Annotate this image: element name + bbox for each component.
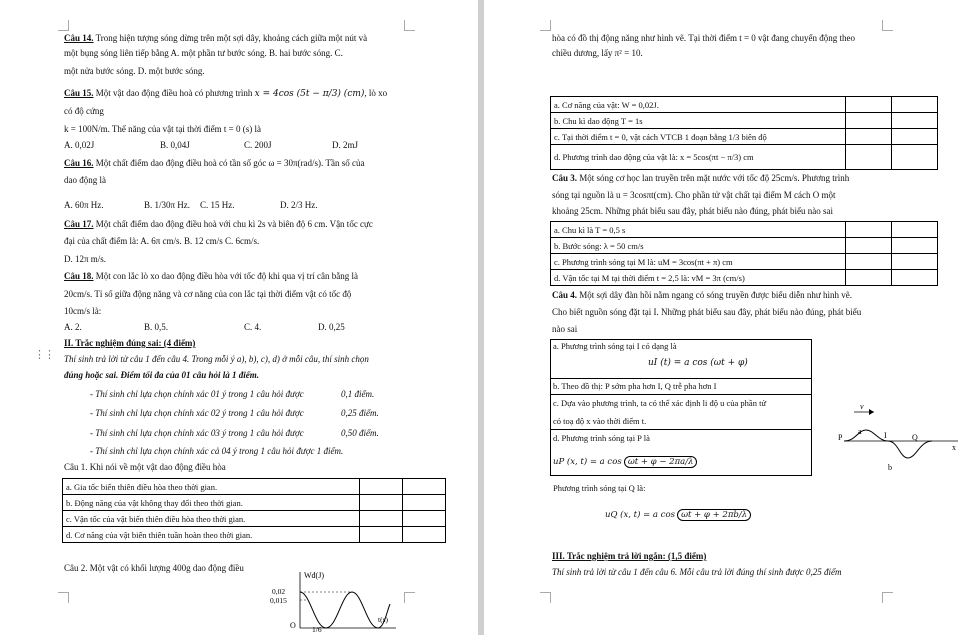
c3-question: Câu 3. Một sóng cơ học lan truyền trên mặt nước với tốc độ 25cm/s. Phương trình xyxy=(552,173,850,183)
c2-continuation: hòa có đồ thị động năng như hình vẽ. Tại thời điểm t = 0 vật đang chuyển động theo xyxy=(552,33,855,43)
table-row xyxy=(551,254,938,270)
c2-item-b: b. Chu kì dao động T = 1s xyxy=(551,113,846,129)
kinetic-energy-graph xyxy=(270,566,400,634)
table-row xyxy=(551,145,938,170)
c1-item-d: d. Cơ năng của vật biến thiên tuần hoàn theo thời gian. xyxy=(63,527,360,543)
drag-handle-icon[interactable]: ⋮⋮ xyxy=(34,349,54,361)
graph-x-tick: 1/6 xyxy=(312,625,322,634)
question-18: Câu 18. Một con lắc lò xo dao động điều hòa với tốc độ khi qua vị trí cân bằng là xyxy=(64,271,358,281)
table-row xyxy=(63,495,446,511)
crop-mark xyxy=(882,592,893,603)
true-cell[interactable] xyxy=(360,495,403,511)
table-row xyxy=(551,270,938,286)
score-rule-3: - Thí sinh chỉ lựa chọn chính xác 03 ý trong 1 câu hỏi được xyxy=(90,428,304,438)
c4-item-c: c. Dựa vào phương trình, ta có thể xác định li độ u của phần tử xyxy=(553,398,767,408)
q18-option-b: B. 0,5. xyxy=(144,322,169,332)
question-16-line2: dao động là xyxy=(64,175,106,185)
c2-continuation-2: chiều dương, lấy π² = 10. xyxy=(552,48,643,58)
q18-option-d: D. 0,25 xyxy=(318,322,345,332)
true-cell[interactable] xyxy=(846,129,892,145)
wave-Q-label: Q xyxy=(912,433,918,442)
false-cell[interactable] xyxy=(892,222,938,238)
crop-mark xyxy=(58,20,69,31)
crop-mark xyxy=(58,592,69,603)
crop-mark xyxy=(404,20,415,31)
document-page-right xyxy=(484,0,960,635)
false-cell[interactable] xyxy=(403,495,446,511)
score-rule-3-points: 0,50 điểm. xyxy=(341,428,379,438)
question-17-line3: D. 12π m/s. xyxy=(64,254,107,264)
q16-option-a: A. 60π Hz. xyxy=(64,200,104,210)
true-cell[interactable] xyxy=(360,527,403,543)
question-15-line3: k = 100N/m. Thế năng của vật tại thời điểm t = 0 (s) là xyxy=(64,124,261,134)
c1-item-c: c. Vận tốc của vật biến thiên điều hòa theo thời gian. xyxy=(63,511,360,527)
question-14-line2: một bụng sóng liên tiếp bằng A. một phần tư bước sóng. B. hai bước sóng. C. xyxy=(64,48,343,58)
c3-item-a: a. Chu kì là T = 0,5 s xyxy=(551,222,846,238)
c3-question-2: sóng tại nguồn là u = 3cosπt(cm). Cho phần tử vật chất tại điểm M cách O một xyxy=(552,190,836,200)
true-cell[interactable] xyxy=(846,270,892,286)
false-cell[interactable] xyxy=(403,511,446,527)
wave-I-label: I xyxy=(884,431,887,440)
c2-item-a: a. Cơ năng của vật: W = 0,02J. xyxy=(551,97,846,113)
q15-option-a: A. 0,02J xyxy=(64,140,95,150)
section-2-instructions: Thí sinh trả lời từ câu 1 đến câu 4. Trong mỗi ý a), b), c), d) ở mỗi câu, thí sinh chọn xyxy=(64,354,369,364)
c4-q-label: Phương trình sóng tại Q là: xyxy=(553,483,646,493)
false-cell[interactable] xyxy=(892,270,938,286)
c4-q-equation: uQ (x, t) = a cos ωt + φ + 2πb/λ xyxy=(605,509,751,521)
true-cell[interactable] xyxy=(846,97,892,113)
crop-mark xyxy=(540,592,551,603)
table-row xyxy=(551,129,938,145)
c2-question: Câu 2. Một vật có khối lượng 400g dao động điều xyxy=(64,563,244,573)
graph-curve xyxy=(300,592,390,628)
c2-item-c: c. Tại thời điểm t = 0, vật cách VTCB 1 đoạn bằng 1/3 biên độ xyxy=(551,129,846,145)
table-row xyxy=(63,511,446,527)
true-cell[interactable] xyxy=(846,222,892,238)
c2-item-d: d. Phương trình dao động của vật là: x = 5cos(πt − π/3) cm xyxy=(551,145,846,170)
score-rule-2-points: 0,25 điểm. xyxy=(341,408,379,418)
c3-item-c: c. Phương trình sóng tại M là: uM = 3cos(πt + π) cm xyxy=(551,254,846,270)
c4-item-b: b. Theo đồ thị: P sớm pha hơn I, Q trễ pha hơn I xyxy=(553,381,717,391)
c3-item-b: b. Bước sóng: λ = 50 cm/s xyxy=(551,238,846,254)
question-18-line3: 10cm/s là: xyxy=(64,306,102,316)
false-cell[interactable] xyxy=(403,479,446,495)
c2-true-false-table xyxy=(550,96,938,170)
true-cell[interactable] xyxy=(360,479,403,495)
c1-question: Câu 1. Khi nói về một vật dao động điều hòa xyxy=(64,462,226,472)
graph-x-label: t(s) xyxy=(378,615,388,624)
false-cell[interactable] xyxy=(892,145,938,170)
question-18-line2: 20cm/s. Tỉ số giữa động năng và cơ năng của con lắc tại thời điểm vật có tốc độ xyxy=(64,289,352,299)
c4-question-3: nào sai xyxy=(552,324,578,334)
score-rule-4: - Thí sinh chỉ lựa chọn chính xác cả 04 ý trong 1 câu hỏi được 1 điểm. xyxy=(90,446,344,456)
crop-mark xyxy=(540,20,551,31)
section-2-title: II. Trắc nghiệm đúng sai: (4 điểm) xyxy=(64,338,196,348)
question-17-line2: đại của chất điểm là: A. 6π cm/s. B. 12 cm/s C. 6cm/s. xyxy=(64,236,260,246)
false-cell[interactable] xyxy=(892,238,938,254)
table-row xyxy=(551,238,938,254)
q18-option-c: C. 4. xyxy=(244,322,262,332)
true-cell[interactable] xyxy=(846,113,892,129)
table-row xyxy=(63,527,446,543)
true-cell[interactable] xyxy=(846,254,892,270)
velocity-arrow-head-icon xyxy=(869,409,874,415)
c1-true-false-table xyxy=(62,478,446,543)
wave-v-label: v xyxy=(860,402,864,411)
false-cell[interactable] xyxy=(892,129,938,145)
q15-option-d: D. 2mJ xyxy=(332,140,359,150)
q16-option-c: C. 15 Hz. xyxy=(200,200,235,210)
c4-item-c-2: có toạ độ x vào thời điểm t. xyxy=(553,416,647,426)
crop-mark xyxy=(882,20,893,31)
question-16: Câu 16. Một chất điểm dao động điều hoà có tần số góc ω = 30π(rad/s). Tần số của xyxy=(64,158,365,168)
c4-item-d-equation: uP (x, t) = a cos ωt + φ − 2πa/λ xyxy=(553,456,697,468)
table-row xyxy=(551,97,938,113)
true-cell[interactable] xyxy=(360,511,403,527)
wave-P-label: P xyxy=(838,433,843,442)
document-page-left xyxy=(0,0,478,635)
c4-item-a-equation: uI (t) = a cos (ωt + φ) xyxy=(648,358,748,368)
q15-option-b: B. 0,04J xyxy=(160,140,190,150)
wave-diagram xyxy=(836,398,960,472)
score-rule-1: - Thí sinh chỉ lựa chọn chính xác 01 ý trong 1 câu hỏi được xyxy=(90,389,304,399)
question-17: Câu 17. Một chất điểm dao động điều hoà với chu kì 2s và biên độ 6 cm. Vận tốc cực xyxy=(64,219,373,229)
c4-item-d: d. Phương trình sóng tại P là xyxy=(553,433,650,443)
question-14-line3: một nửa bước sóng. D. một bước sóng. xyxy=(64,66,205,76)
table-row xyxy=(551,113,938,129)
section-2-instructions-2: đúng hoặc sai. Điểm tối đa của 01 câu hỏi là 1 điểm. xyxy=(64,370,260,380)
false-cell[interactable] xyxy=(892,97,938,113)
q16-option-b: B. 1/30π Hz. xyxy=(144,200,191,210)
true-cell[interactable] xyxy=(846,145,892,170)
question-15-line2: có độ cứng xyxy=(64,106,104,116)
table-row xyxy=(551,222,938,238)
graph-y-tick-1: 0,02 xyxy=(272,587,286,596)
q18-option-a: A. 2. xyxy=(64,322,82,332)
graph-y-tick-2: 0,015 xyxy=(270,596,287,605)
section-3-instructions: Thí sinh trả lời từ câu 1 đến câu 6. Mỗi câu trả lời đúng thí sinh được 0,25 điểm xyxy=(552,567,842,577)
q15-option-c: C. 200J xyxy=(244,140,272,150)
c4-item-a: a. Phương trình sóng tại I có dạng là xyxy=(553,341,677,351)
c4-statements-box xyxy=(550,339,812,533)
false-cell[interactable] xyxy=(892,254,938,270)
crop-mark xyxy=(404,592,415,603)
table-row xyxy=(63,479,446,495)
graph-origin: O xyxy=(290,621,296,630)
score-rule-1-points: 0,1 điểm. xyxy=(341,389,375,399)
question-15: Câu 15. Một vật dao động điều hoà có phương trình x = 4cos (5t − π/3) (cm), lò xo xyxy=(64,88,388,99)
c4-question: Câu 4. Một sợi dây đàn hồi nằm ngang có sóng truyền được biểu diễn như hình vẽ. xyxy=(552,290,852,300)
graph-y-label: Wđ(J) xyxy=(304,571,324,580)
c1-item-a: a. Gia tốc biến thiên điều hòa theo thời gian. xyxy=(63,479,360,495)
wave-b-label: b xyxy=(888,463,892,472)
question-14: Câu 14. Trong hiện tượng sóng dừng trên một sợi dây, khoảng cách giữa một nút và xyxy=(64,33,368,43)
c1-item-b: b. Động năng của vật không thay đổi theo thời gian. xyxy=(63,495,360,511)
c4-question-2: Cho biết nguồn sóng đặt tại I. Những phát biểu sau đây, phát biểu nào đúng, phát biểu xyxy=(552,307,862,317)
score-rule-2: - Thí sinh chỉ lựa chọn chính xác 02 ý trong 1 câu hỏi được xyxy=(90,408,304,418)
q16-option-d: D. 2/3 Hz. xyxy=(280,200,318,210)
section-3-title: III. Trắc nghiệm trả lời ngắn: (1,5 điểm) xyxy=(552,551,707,561)
wave-a-label: a xyxy=(858,427,862,436)
c3-question-3: khoảng 25cm. Những phát biểu sau đây, phát biểu nào đúng, phát biểu nào sai xyxy=(552,206,833,216)
c3-true-false-table xyxy=(550,221,938,286)
false-cell[interactable] xyxy=(892,113,938,129)
true-cell[interactable] xyxy=(846,238,892,254)
c3-item-d: d. Vận tốc tại M tại thời điểm t = 2,5 là: vM = 3π (cm/s) xyxy=(551,270,846,286)
false-cell[interactable] xyxy=(403,527,446,543)
wave-x-label: x xyxy=(952,443,956,452)
